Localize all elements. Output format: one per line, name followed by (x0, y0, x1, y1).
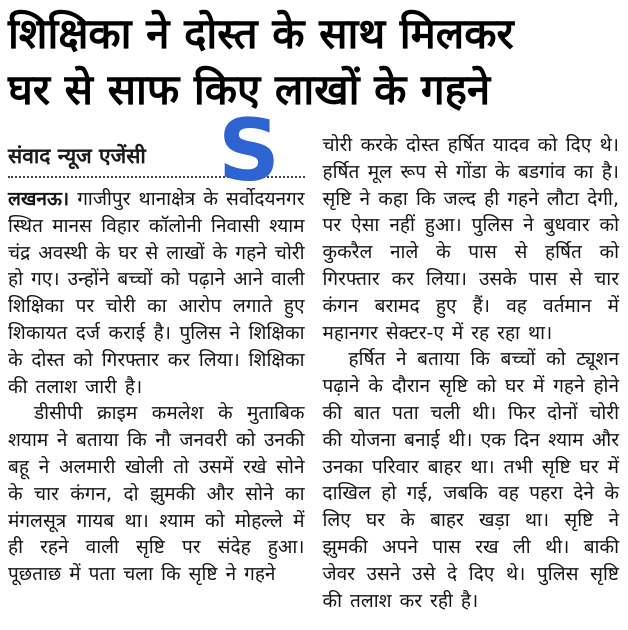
paragraph (8, 186, 305, 400)
byline: संवाद न्यूज एजेंसी (8, 144, 146, 168)
article-headline (8, 6, 619, 118)
left-column (8, 101, 305, 614)
right-column (323, 126, 620, 614)
headline-line-1: शिक्षिका ने दोस्त के साथ मिलकर (8, 9, 514, 58)
article-columns (8, 101, 619, 614)
paragraph: हर्षित ने बताया कि बच्चों को ट्यूशन पढ़ाने के दौरान सृष्टि को घर में गहने होने की बात पता चली थी। फिर दोनों चोरी की योजना बनाई थी। एक दिन श्याम और उनका परिवार बाहर था। तभी सृष्टि घर में दाखिल हो गई, जबकि वह पहरा देने के लिए घर के बाहर खड़ा था। सृष्टि ने झुमकी अपने पास रख ली थी। बाकी जेवर उसने उसे दे दिए थे। पुलिस सृष्टि की तलाश कर रही है। (322, 348, 619, 612)
news-agency-logo-letter: S (218, 101, 280, 201)
paragraph: डीसीपी क्राइम कमलेश के मुताबिक शयाम ने बताया कि नौ जनवरी को उनकी बहू ने अलमारी खोली तो उसमें रखे सोने के चार कंगन, दो झुमकी और सोने का मंगलसूत्र गायब था। श्याम को मोहल्ले में ही रहने वाली सृष्टि पर संदेह हुआ। पूछताछ में पता चला कि सृष्टि ने गहने (8, 402, 305, 586)
paragraph-text: गाजीपुर थानाक्षेत्र के सर्वोदयनगर स्थित मानस विहार कॉलोनी निवासी श्याम चंद्र अवस्थी के घर से लाखों के गहने चोरी हो गए। उन्होंने बच्चों को पढ़ाने आने वाली शिक्षिका पर चोरी का आरोप लगाते हुए शिकायत दर्ज कराई है। पुलिस ने शिक्षिका के दोस्त को गिरफ्तार कर लिया। शिक्षिका की तलाश जारी है। (8, 188, 305, 398)
headline-line-2: घर से साफ किए लाखों के गहने (8, 65, 491, 114)
dateline: लखनऊ। (8, 188, 70, 210)
paragraph: चोरी करके दोस्त हर्षित यादव को दिए थे। हर्षित मूल रूप से गोंडा के बडगांव का है। सृष्टि ने कहा कि जल्द ही गहने लौटा देगी, पर ऐसा नहीं हुआ। पुलिस ने बुधवार को कुकरैल नाले के पास से हर्षित को गिरफ्तार कर लिया। उसके पास से चार कंगन बरामद हुए हैं। वह वर्तमान में महानगर सेक्टर-ए में रह रहा था। (322, 134, 619, 344)
